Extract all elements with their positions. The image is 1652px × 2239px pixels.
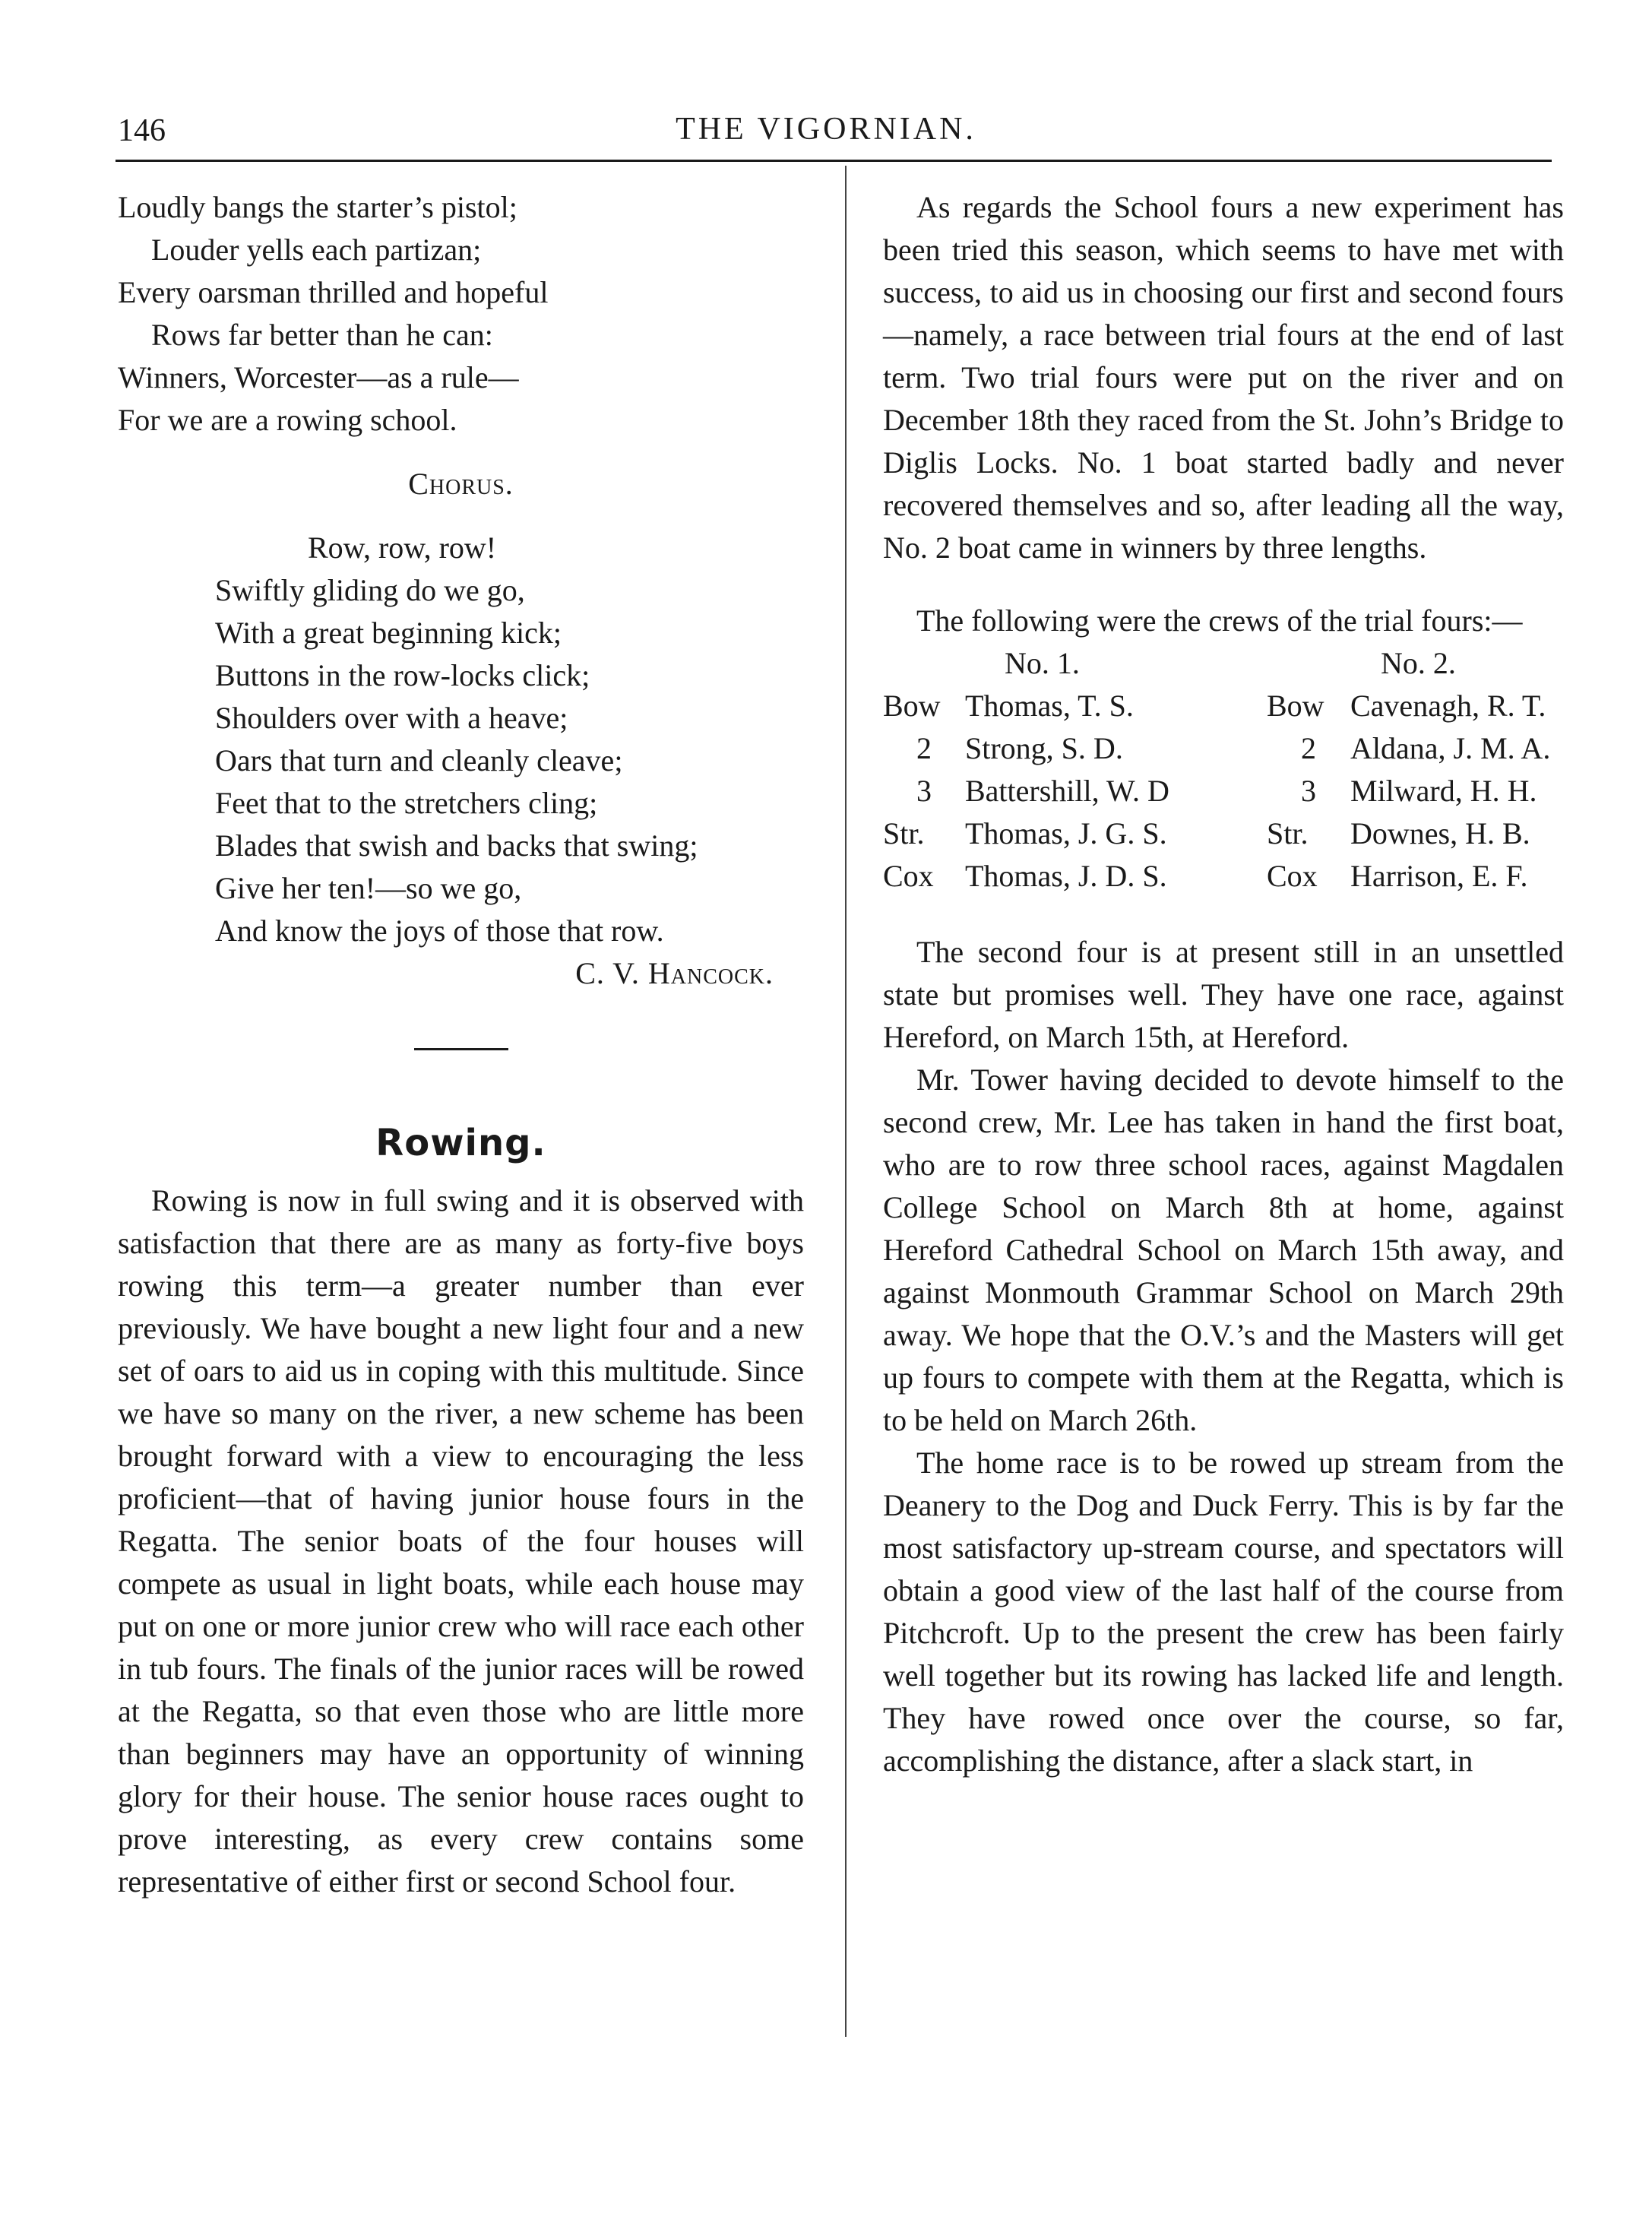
running-head: THE VIGORNIAN. [676,112,976,147]
crew-name: Harrison, E. F. [1350,859,1528,893]
poem-line: For we are a rowing school. [118,403,457,437]
chorus-line: Swiftly gliding do we go, [215,573,525,607]
crew-name: Thomas, T. S. [965,689,1134,723]
crew-position: Bow [883,689,941,723]
poem-line: Winners, Worcester—as a rule— [118,360,519,394]
crew-name: Strong, S. D. [965,731,1123,765]
crew-name: Battershill, W. D [965,774,1169,808]
chorus-line: Buttons in the row-locks click; [215,658,590,692]
crews-intro: The following were the crews of the trial fours:— [916,603,1523,638]
article-paragraph: Rowing is now in full swing and it is observed with satisfaction that there are as many as forty-five boys rowing this term—a greater number than ever previously. We have bought a new light four and a new set of oars to aid us in coping with this multitude. Since we have so many on the river, a new scheme has been brought forward with a view to encouraging the less proficient—that of having junior house fours in the Regatta. The senior boats of the four houses will compete as usual in light boats, while each house may put on one or more junior crew who will race each other in tub fours. The finals of the junior races will be rowed at the Regatta, so that even those who are little more than beginners may have an opportunity of winning glory for their house. The senior house races ought to prove interesting, as every crew contains some representative of either first or second School four. [118,1183,804,1899]
chorus-line: Shoulders over with a heave; [215,701,568,735]
header-rule [116,160,1552,162]
poem-line: Louder yells each partizan; [151,233,482,267]
chorus-line: Feet that to the stretchers cling; [215,786,598,820]
section-title: Rowing. [375,1122,546,1164]
page-number: 146 [118,113,166,148]
section-divider [414,1048,508,1050]
left-column [118,186,804,1903]
crew-name: Milward, H. H. [1350,774,1537,808]
article-paragraph: Mr. Tower having decided to devote himself to the second crew, Mr. Lee has taken in hand the first boat, who are to row three school races, against Magdalen College School on March 8th at home, against Hereford Cathedral School on March 15th away, and against Monmouth Grammar School on March 29th away. We hope that the O.V.’s and the Masters will get up fours to compete with them at the Regatta, which is to be held on March 26th. [883,1062,1564,1437]
crew-name: Thomas, J. G. S. [965,816,1167,850]
crew-name: Thomas, J. D. S. [965,859,1167,893]
table-row [883,685,1564,727]
poem-author: C. V. Hancock. [575,956,774,990]
poem-line: Loudly bangs the starter’s pistol; [118,190,517,224]
table-row [883,727,1564,770]
right-column [883,186,1564,1782]
crew-position: Cox [883,859,934,893]
chorus-line: And know the joys of those that row. [215,914,664,948]
paragraph-gap [883,898,1564,931]
crew-position: Str. [1267,816,1309,850]
crews-table [883,642,1564,898]
crew-name: Aldana, J. M. A. [1350,731,1551,765]
table-row [883,855,1564,898]
article-paragraph: The home race is to be rowed up stream from the Deanery to the Dog and Duck Ferry. This is by far the most satisfactory up-stream course, and spectators will obtain a good view of the last half of the course from Pitchcroft. Up to the present the crew has been fairly well together but its rowing has lacked life and length. They have rowed once over the course, so far, accomplishing the distance, after a slack start, in [883,1446,1564,1778]
crew-position: 2 [1301,731,1316,765]
chorus-heading: Chorus. [408,467,514,501]
crew-header: No. 1. [1005,646,1080,680]
poem-line: Rows far better than he can: [151,318,493,352]
crews-table-header [883,642,1564,685]
crew-header: No. 2. [1381,646,1456,680]
crew-position: 2 [916,731,932,765]
chorus-line: Row, row, row! [308,530,497,565]
crew-position: 3 [916,774,932,808]
crew-position: Cox [1267,859,1318,893]
poem-verse [118,186,804,442]
column-rule [845,166,847,2037]
chorus-line: Oars that turn and cleanly cleave; [215,743,623,777]
poem-line: Every oarsman thrilled and hopeful [118,275,549,309]
paragraph-gap [883,569,1564,600]
crew-position: 3 [1301,774,1316,808]
article-paragraph: As regards the School fours a new experiment has been tried this season, which seems to have met with success, to aid us in choosing our first and second fours—namely, a race between trial fours at the end of last term. Two trial fours were put on the river and on December 18th they raced from the St. John’s Bridge to Diglis Locks. No. 1 boat started badly and never recovered themselves and so, after leading all the way, No. 2 boat came in winners by three lengths. [883,190,1564,565]
poem-chorus [118,527,804,952]
table-row [883,770,1564,812]
crew-position: Bow [1267,689,1324,723]
crew-name: Downes, H. B. [1350,816,1530,850]
crew-name: Cavenagh, R. T. [1350,689,1546,723]
chorus-line: With a great beginning kick; [215,616,562,650]
chorus-line: Blades that swish and backs that swing; [215,828,698,863]
chorus-line: Give her ten!—so we go, [215,871,522,905]
table-row [883,812,1564,855]
article-paragraph: The second four is at present still in an unsettled state but promises well. They have one race, against Hereford, on March 15th, at Hereford. [883,935,1564,1054]
crew-position: Str. [883,816,925,850]
